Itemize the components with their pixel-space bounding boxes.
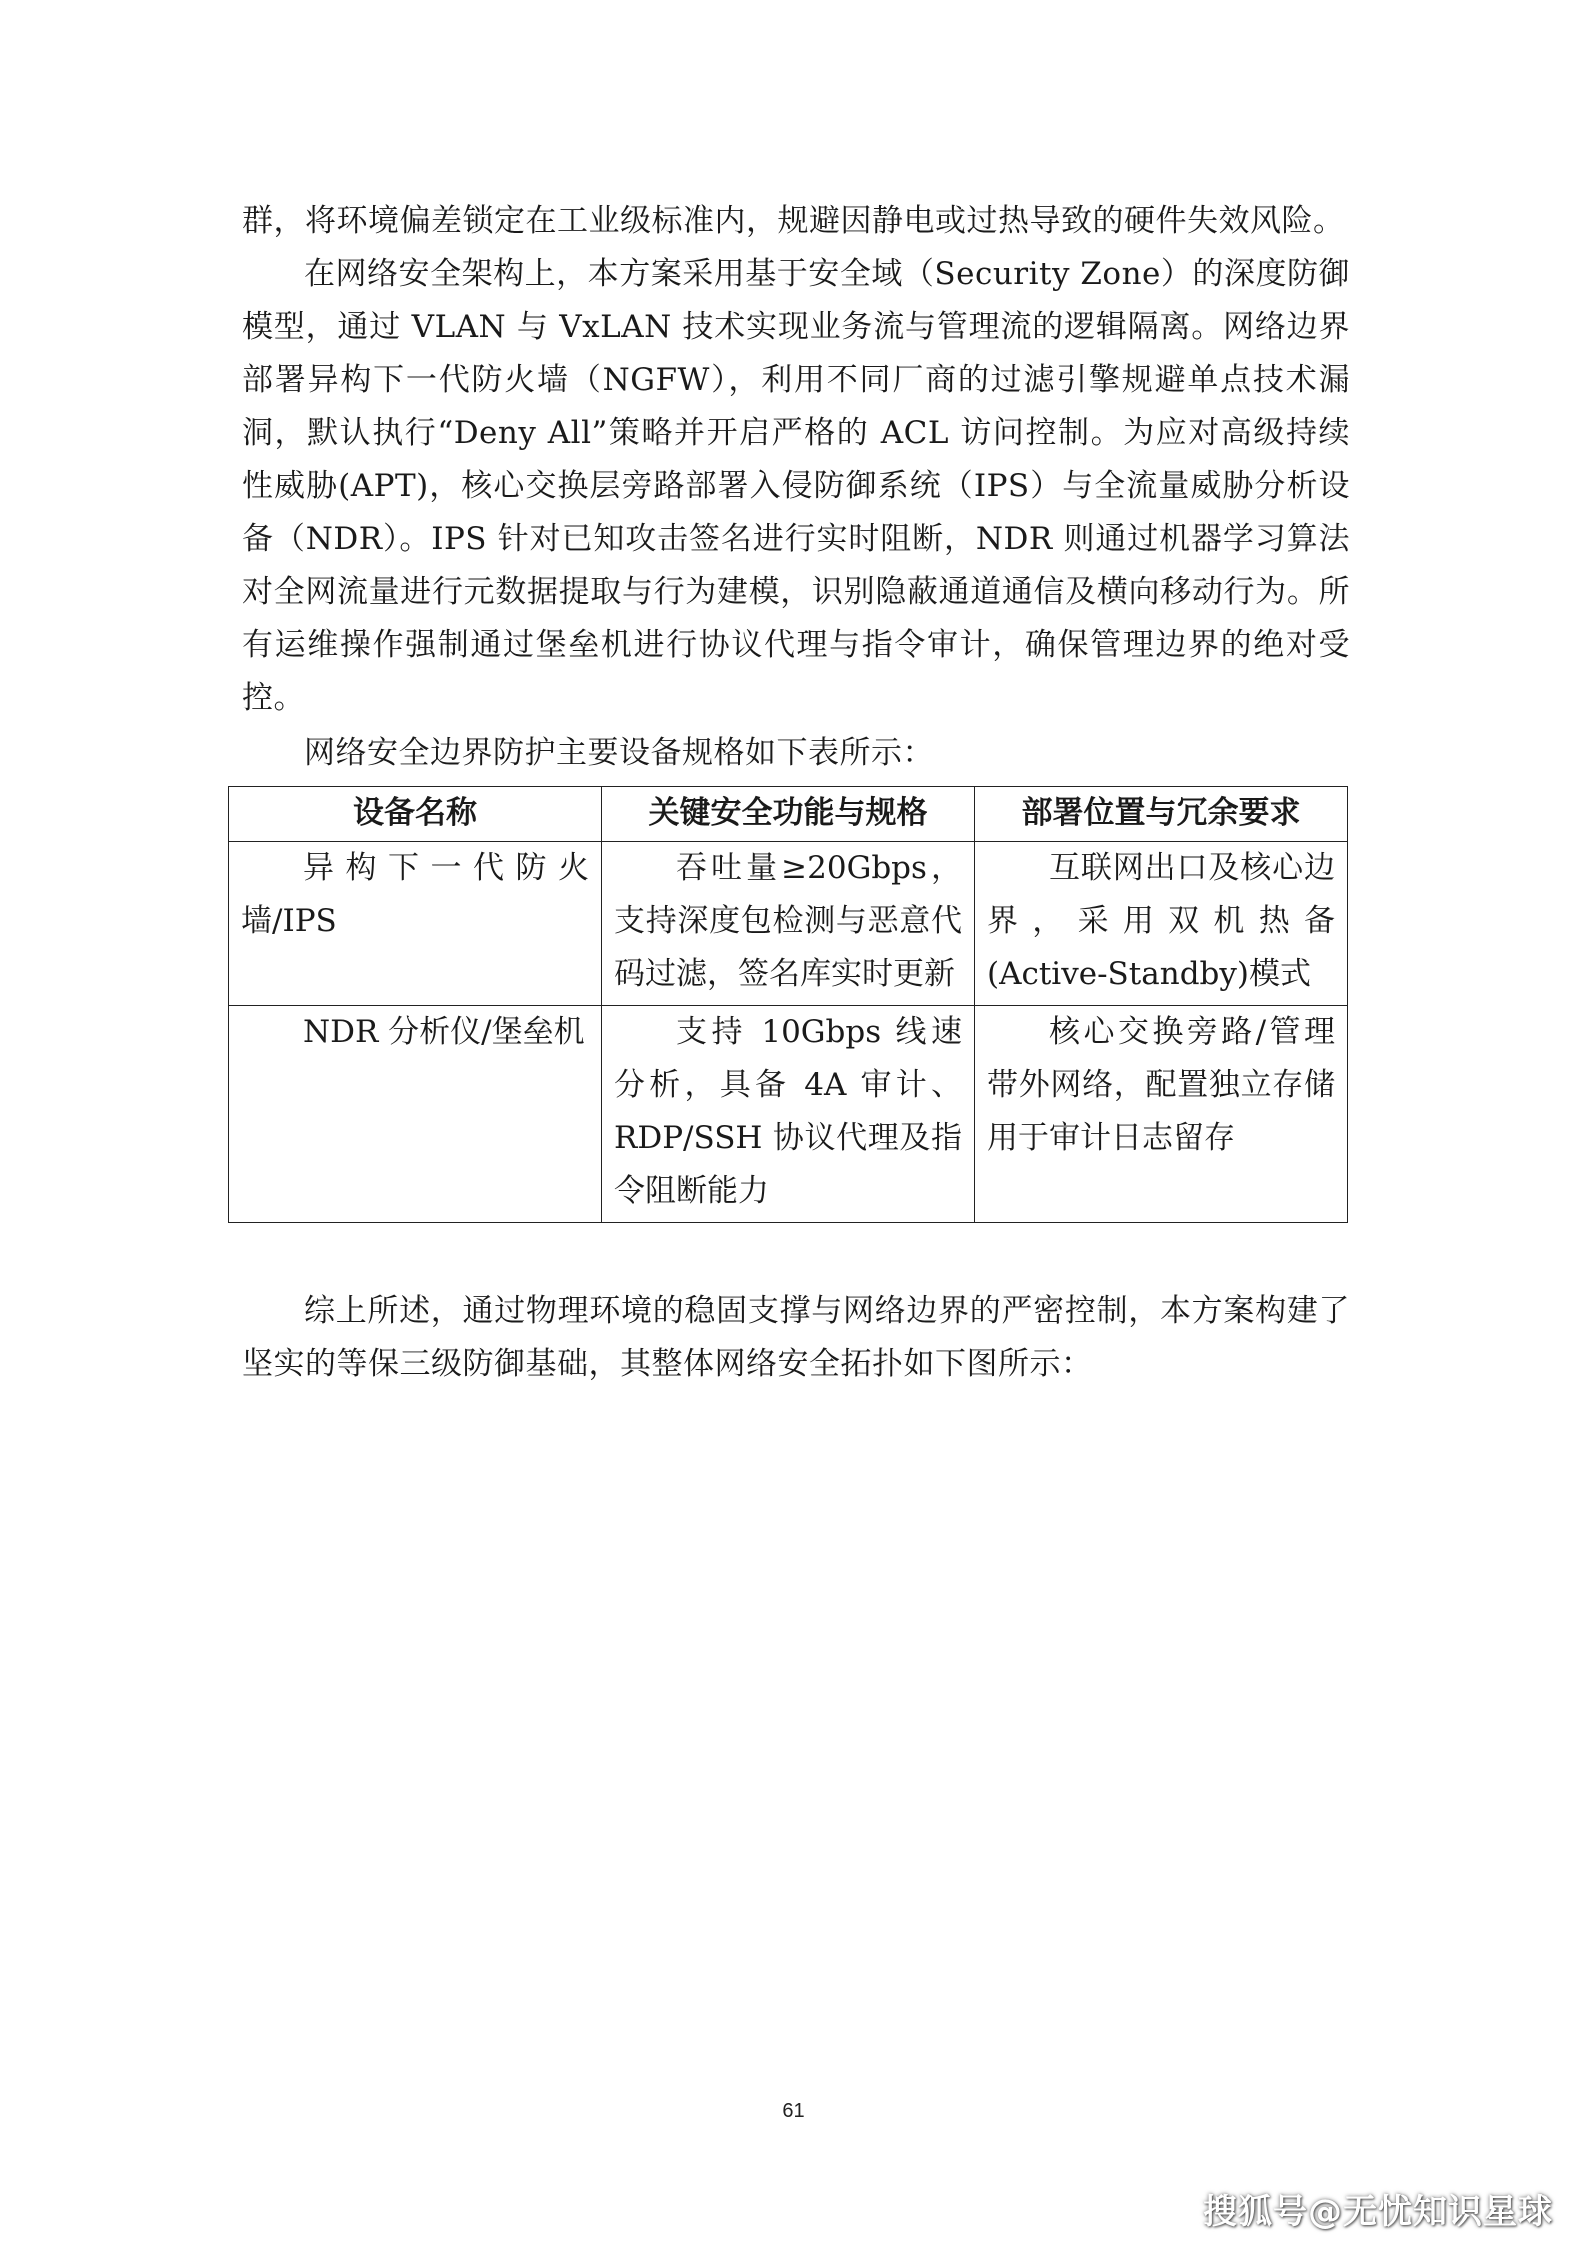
page-number: 61 <box>782 2100 805 2122</box>
header-security-function: 关键安全功能与规格 <box>602 787 975 842</box>
equipment-spec-table <box>228 786 1348 1223</box>
table-cell: 支持 10Gbps 线速分析，具备 4A 审计、RDP/SSH 协议代理及指令阻断能力 <box>602 1006 975 1223</box>
table-cell: NDR 分析仪/堡垒机 <box>229 1006 602 1223</box>
table-cell: 互联网出口及核心边界，采用双机热备(Active-Standby)模式 <box>975 842 1348 1006</box>
header-deployment: 部署位置与冗余要求 <box>975 787 1348 842</box>
paragraph-network-security: 在网络安全架构上，本方案采用基于安全域（Security Zone）的深度防御模型，通过 VLAN 与 VxLAN 技术实现业务流与管理流的逻辑隔离。网络边界部署异构下一代防火墙（NGFW），利用不同厂商的过滤引擎规避单点技术漏洞，默认执行“Deny All”策略并开启严格的 ACL 访问控制。为应对高级持续性威胁(APT)，核心交换层旁路部署入侵防御系统（IPS）与全流量威胁分析设备（NDR）。IPS 针对已知攻击签名进行实时阻断，NDR 则通过机器学习算法对全网流量进行元数据提取与行为建模，识别隐蔽通道通信及横向移动行为。所有运维操作强制通过堡垒机进行协议代理与指令审计，确保管理边界的绝对受控。 <box>242 256 1350 716</box>
paragraph-continuation: 群，将环境偏差锁定在工业级标准内，规避因静电或过热导致的硬件失效风险。 <box>242 203 1345 239</box>
watermark: 搜狐号@无忧知识星球 <box>1203 2192 1553 2232</box>
table-row <box>229 842 1348 1006</box>
table-cell: 异构下一代防火墙/IPS <box>229 842 602 1006</box>
table-row <box>229 1006 1348 1223</box>
document-body <box>242 195 1350 1391</box>
table-caption: 网络安全边界防护主要设备规格如下表所示： <box>304 735 934 771</box>
paragraph-summary: 综上所述，通过物理环境的稳固支撑与网络边界的严密控制，本方案构建了坚实的等保三级防御基础，其整体网络安全拓扑如下图所示： <box>242 1293 1350 1382</box>
table-header-row <box>229 787 1348 842</box>
header-device-name: 设备名称 <box>229 787 602 842</box>
table-cell: 核心交换旁路/管理带外网络，配置独立存储用于审计日志留存 <box>975 1006 1348 1223</box>
table-cell: 吞吐量≥20Gbps，支持深度包检测与恶意代码过滤，签名库实时更新 <box>602 842 975 1006</box>
